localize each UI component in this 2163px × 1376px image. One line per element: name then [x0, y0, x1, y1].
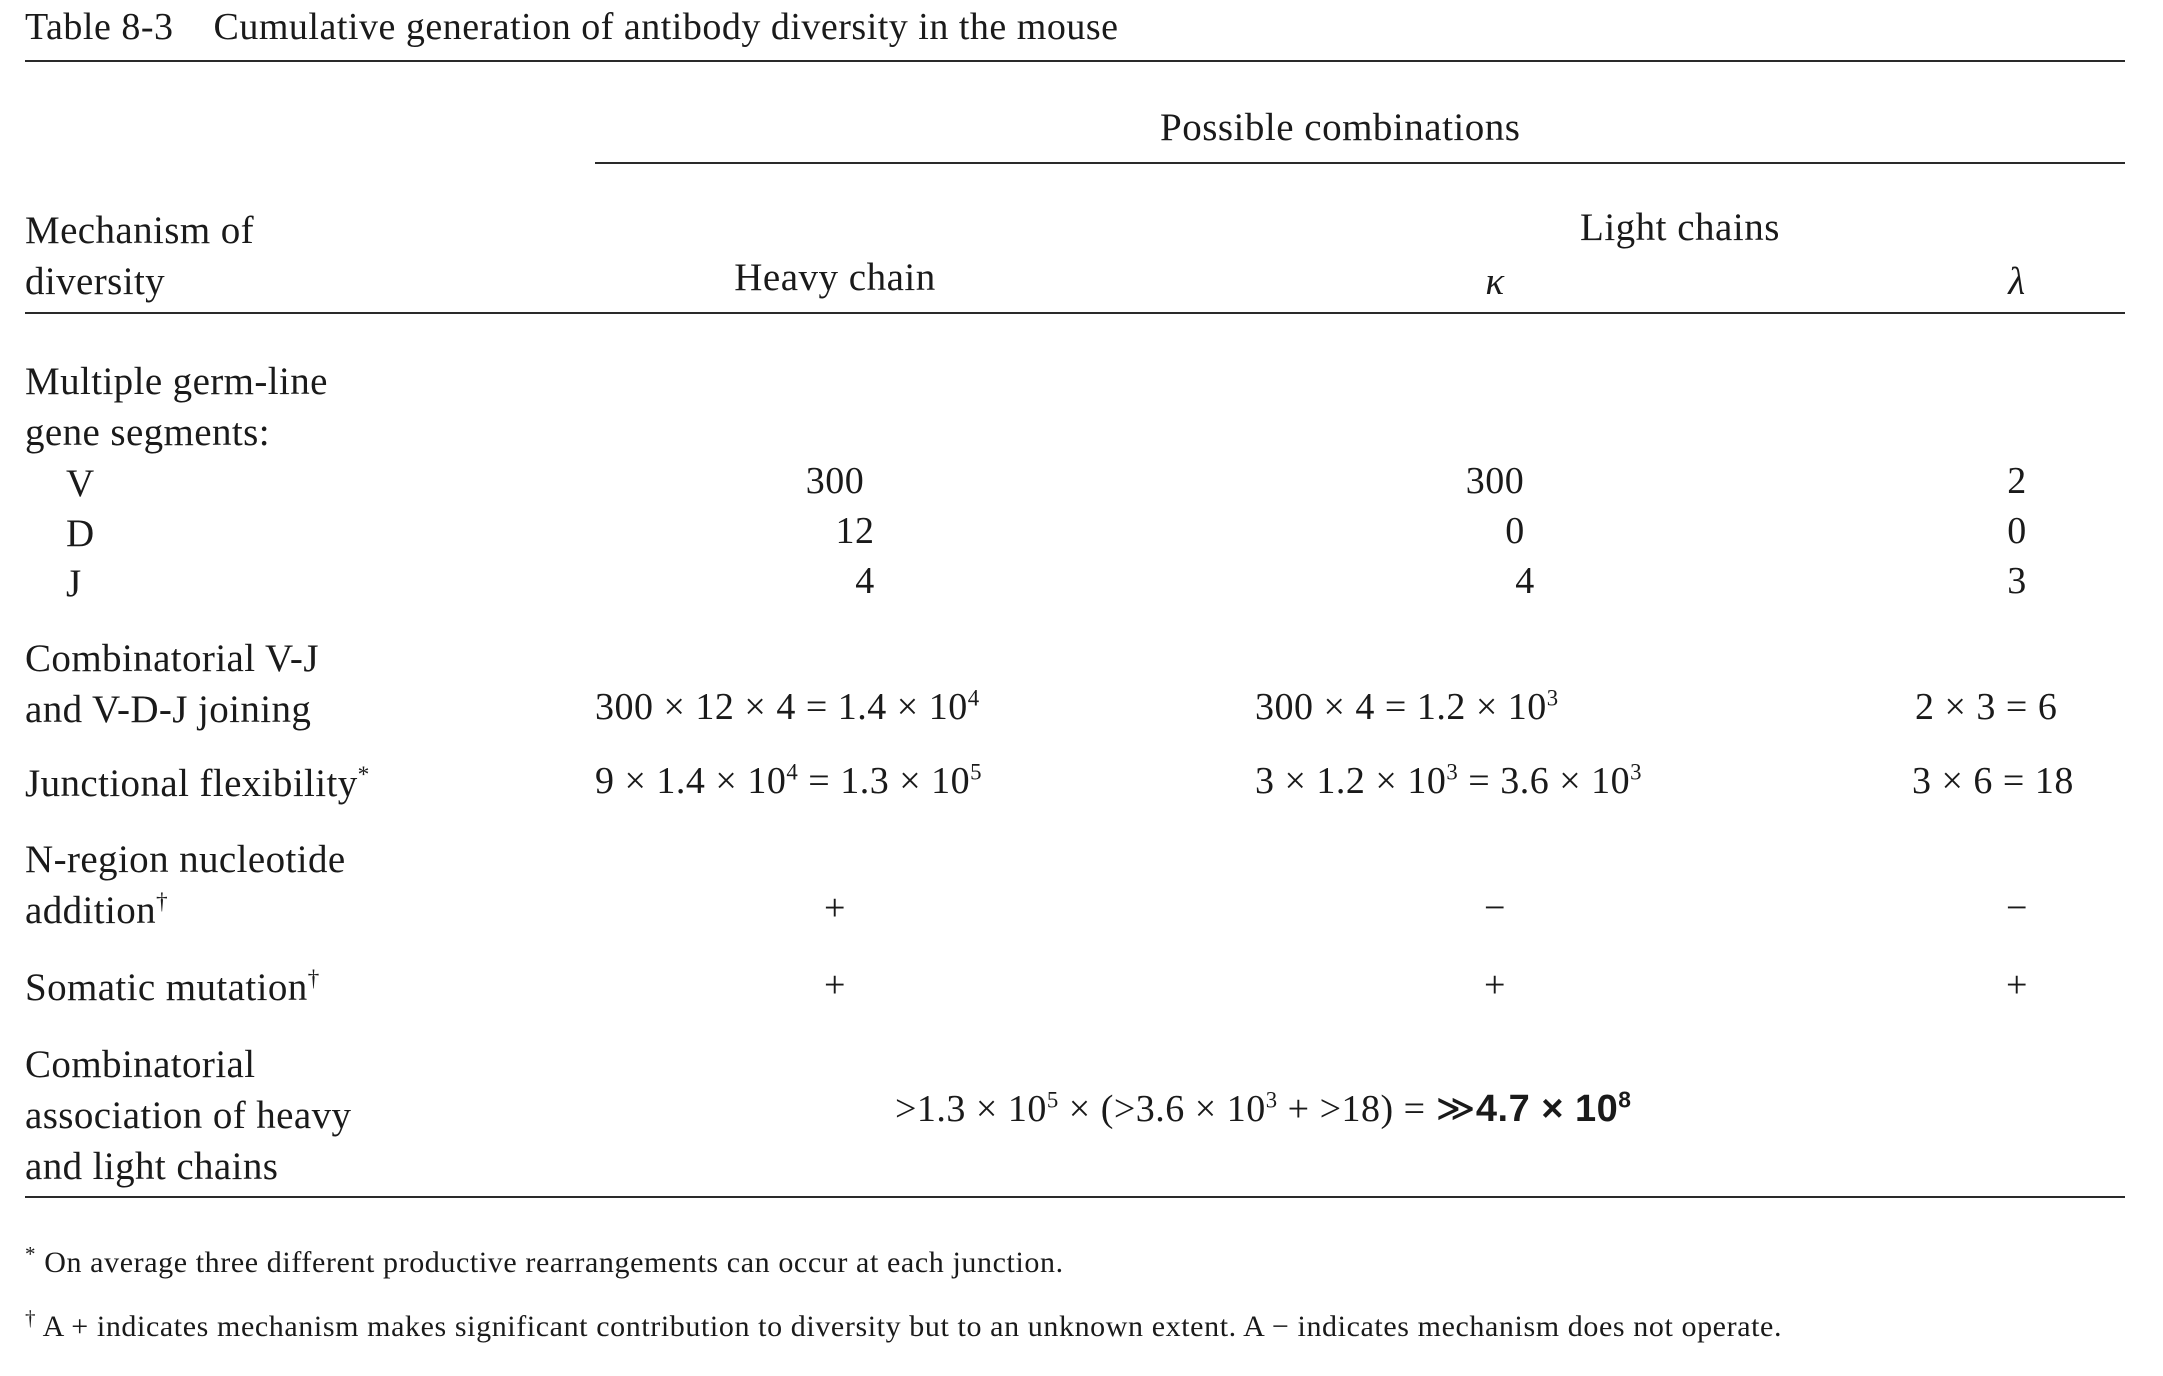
footnote-star: * On average three different productive rearrangements can occur at each junction. — [25, 1242, 1064, 1279]
segment-j-heavy: 4 — [855, 560, 875, 602]
bottom-rule — [25, 1196, 2125, 1198]
combinatorial-lambda: 2 × 3 = 6 — [1915, 686, 2058, 728]
segment-j-lambda: 3 — [2007, 560, 2027, 602]
nregion-lambda: − — [2006, 887, 2028, 929]
nregion-label-line1: N-region nucleotide — [25, 838, 346, 881]
combinatorial-label-line1: Combinatorial V-J — [25, 637, 319, 680]
segment-d-lambda: 0 — [2007, 510, 2027, 552]
junctional-heavy: $9 \times 1.4 \times 10^4 = 1.3 \times 10^5$ — [595, 759, 983, 802]
table-number: Table 8-3 — [25, 6, 174, 48]
combinatorial-kappa: $300 \times 4 = 1.2 \times 10^3$ — [1255, 685, 1559, 728]
mechanism-header-line1: Mechanism of — [25, 209, 254, 252]
lambda-header: λ — [2008, 260, 2026, 303]
footnote-dagger: † A + indicates mechanism makes significant contribution to diversity but to an unknown extent. A − indicates mechanism does not operate. — [25, 1306, 1783, 1343]
somatic-lambda: + — [2006, 964, 2028, 1006]
nregion-heavy: + — [824, 887, 846, 929]
segment-j-kappa: 4 — [1515, 560, 1535, 602]
segment-v-heavy: 300 — [805, 460, 865, 502]
segment-d-heavy: 12 — [835, 510, 875, 552]
segment-v-lambda: 2 — [2007, 460, 2027, 502]
header-rule — [25, 312, 2125, 314]
association-result: $4.7 \times 10^8$ — [1475, 1086, 1632, 1130]
combinatorial-label-line2: and V-D-J joining — [25, 688, 312, 731]
segment-v-kappa: 300 — [1465, 460, 1525, 502]
junctional-lambda: 3 × 6 = 18 — [1912, 760, 2074, 802]
mechanism-header-line2: diversity — [25, 260, 166, 303]
segment-d-label: D — [66, 512, 95, 555]
heavy-chain-header: Heavy chain — [734, 256, 936, 299]
nregion-label-line2: addition† — [25, 889, 169, 932]
segment-v-label: V — [66, 462, 95, 505]
top-rule — [25, 60, 2125, 62]
germline-label-line1: Multiple germ-line — [25, 360, 328, 403]
segment-d-kappa: 0 — [1505, 510, 1525, 552]
combinatorial-heavy: $300 \times 12 \times 4 = 1.4 \times 10^4$ — [595, 685, 980, 728]
table-caption — [25, 8, 1119, 46]
somatic-kappa: + — [1484, 964, 1506, 1006]
somatic-heavy: + — [824, 964, 846, 1006]
association-label-line2: association of heavy — [25, 1094, 352, 1137]
somatic-label: Somatic mutation† — [25, 966, 320, 1009]
possible-combinations-header: Possible combinations — [1160, 106, 1521, 149]
nregion-kappa: − — [1484, 887, 1506, 929]
association-expression: $>1.3 \times 10^5 \times (>3.6 \times 10^3 + >18)$ = ≫4.7 × $10^8$ — [895, 1086, 1632, 1130]
junctional-label: Junctional flexibility* — [25, 762, 370, 805]
light-chains-header: Light chains — [1580, 206, 1780, 249]
germline-label-line2: gene segments: — [25, 411, 270, 454]
association-label-line3: and light chains — [25, 1145, 279, 1188]
segment-j-label: J — [66, 562, 82, 605]
table-title: Cumulative generation of antibody diversity in the mouse — [213, 6, 1119, 48]
combinations-rule — [595, 162, 2125, 164]
kappa-header: κ — [1485, 260, 1505, 303]
junctional-kappa: $3 \times 1.2 \times 10^3 = 3.6 \times 10^3$ — [1255, 759, 1643, 802]
association-label-line1: Combinatorial — [25, 1043, 256, 1086]
